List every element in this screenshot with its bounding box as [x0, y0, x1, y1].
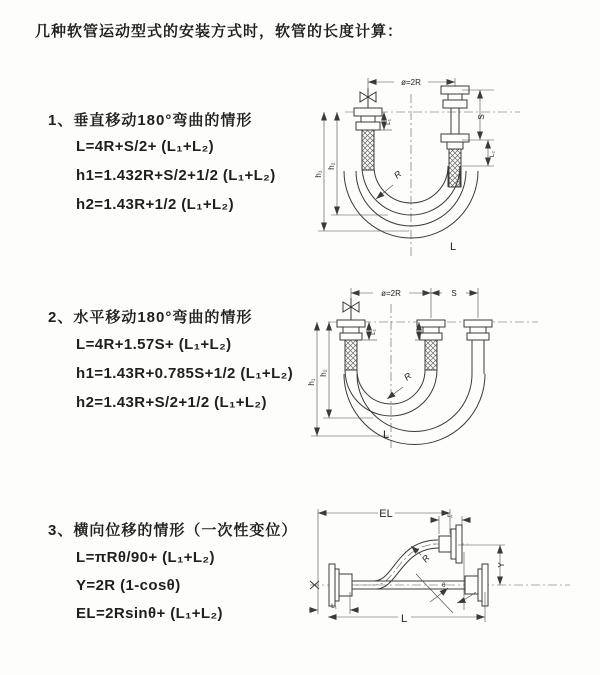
dimension-l2 — [488, 140, 496, 166]
section-2-formula-l: L=4R+1.57S+ (L₁+L₂) — [76, 336, 232, 353]
section-3-heading: 3、横向位移的情形（一次性变位） — [48, 522, 298, 539]
l2-label: L₂ — [489, 150, 496, 158]
theta-label: θ — [442, 582, 446, 589]
h2-label: h₂ — [319, 369, 328, 377]
displaced-hose — [352, 540, 439, 589]
section-1-formula-l: L=4R+S/2+ (L₁+L₂) — [76, 138, 215, 155]
h1-label: h₁ — [314, 170, 323, 178]
page-title: 几种软管运动型式的安装方式时，软管的长度计算： — [35, 23, 404, 40]
left-flange — [354, 108, 382, 130]
left-hose-braid — [362, 130, 374, 170]
h2-label: h₂ — [327, 162, 336, 170]
l1-bottom-label: L₁ — [331, 603, 337, 610]
length-label: L — [450, 241, 457, 253]
dimension-l — [328, 592, 485, 625]
length-label: L — [383, 429, 390, 441]
valve-icon — [343, 298, 359, 320]
dimension-l1 — [363, 322, 423, 340]
span-2r-label: ø=2R — [381, 289, 401, 298]
section-2-formula-h2: h2=1.43R+S/2+1/2 (L₁+L₂) — [76, 394, 267, 411]
section-3-formula-l: L=πRθ/90+ (L₁+L₂) — [76, 549, 215, 566]
diagram-horizontal-180-bend — [303, 278, 600, 460]
hose-u-bends — [344, 340, 485, 444]
right-hose-braid — [449, 149, 461, 187]
s-label: S — [477, 114, 486, 120]
section-3-formula-y: Y=2R (1-cosθ) — [76, 577, 181, 594]
section-1-formula-h1: h1=1.432R+S/2+1/2 (L₁+L₂) — [76, 167, 276, 184]
span-2r-label: ø=2R — [401, 78, 421, 87]
r-label: R — [402, 370, 414, 383]
section-2-heading: 2、水平移动180°弯曲的情形 — [48, 309, 253, 326]
l1-label: L₁ — [385, 119, 392, 125]
radius-callout — [376, 168, 404, 199]
r-label: R — [419, 552, 432, 565]
left-hose-braid — [345, 340, 357, 370]
upper-flange — [439, 525, 462, 563]
el-label: EL — [379, 508, 393, 520]
dimension-s — [431, 288, 478, 318]
dimension-span-2r — [351, 288, 431, 318]
valve-icon — [360, 88, 376, 108]
right-flange — [464, 320, 492, 340]
right-flange-lower — [441, 134, 469, 149]
section-3-formula-el: EL=2Rsinθ+ (L₁+L₂) — [76, 605, 223, 622]
middle-hose-braid — [425, 340, 437, 370]
section-2-formula-h1: h1=1.43R+0.785S+1/2 (L₁+L₂) — [76, 365, 294, 382]
middle-flange — [417, 320, 445, 340]
l1-label: L₁ — [370, 329, 377, 335]
diagram-vertical-180-bend — [310, 68, 600, 266]
y-label: Y — [497, 562, 506, 568]
section-1-formula-h2: h2=1.43R+1/2 (L₁+L₂) — [76, 196, 235, 213]
length-label: L — [400, 613, 408, 625]
right-flange — [465, 564, 488, 606]
l1-top-label: L₁ — [447, 512, 453, 519]
section-1-heading: 1、垂直移动180°弯曲的情形 — [48, 112, 253, 129]
s-label: S — [451, 289, 457, 298]
left-flange — [329, 564, 352, 606]
left-flange — [337, 320, 365, 340]
right-flange-upper — [441, 86, 469, 108]
diagram-lateral-displacement — [298, 496, 598, 668]
h1-label: h₁ — [307, 378, 316, 386]
r-label: R — [392, 168, 404, 181]
